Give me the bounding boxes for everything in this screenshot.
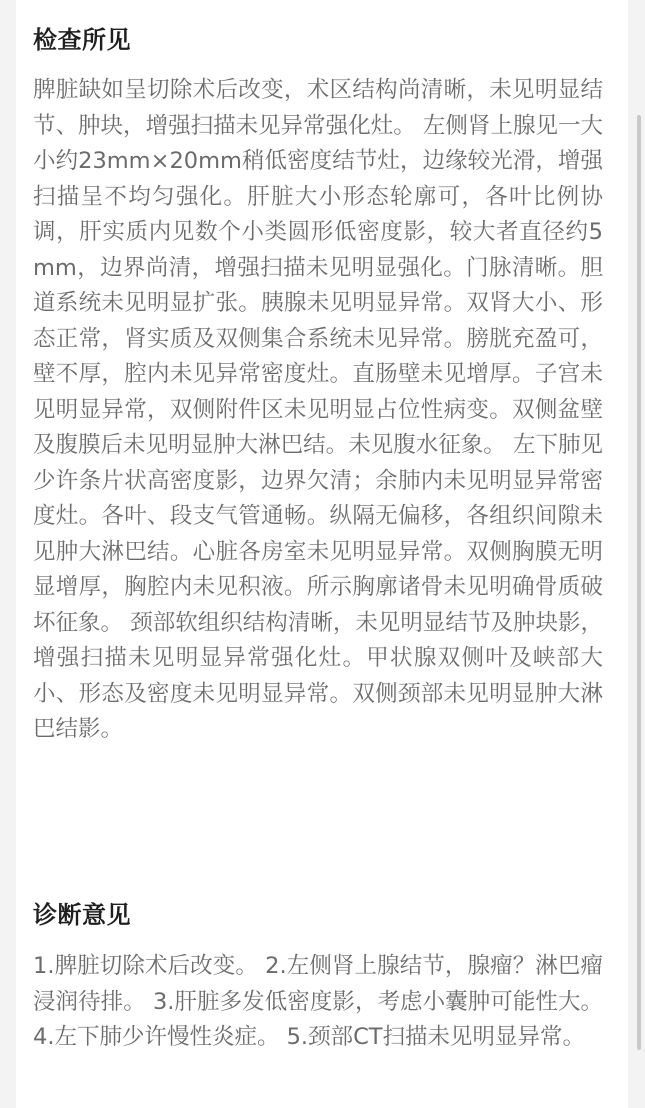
- scrollbar[interactable]: [637, 115, 641, 1050]
- findings-text: 脾脏缺如呈切除术后改变，术区结构尚清晰，未见明显结节、肿块，增强扫描未见异常强化灶。 左侧肾上腺见一大小约23mm×20mm稍低密度结节灶，边缘较光滑，增强扫描呈不均匀强化。肝脏大小形态轮廓可，各叶比例协调，肝实质内见数个小类圆形低密度影，较大者直径约5mm，边界尚清，增强扫描未见明显强化。门脉清晰。胆道系统未见明显扩张。胰腺未见明显异常。双肾大小、形态正常，肾实质及双侧集合系统未见异常。膀胱充盈可，壁不厚，腔内未见异常密度灶。直肠壁未见增厚。子宫未见明显异常，双侧附件区未见明显占位性病变。双侧盆壁及腹膜后未见明显肿大淋巴结。未见腹水征象。 左下肺见少许条片状高密度影，边界欠清；余肺内未见明显异常密度灶。各叶、段支气管通畅。纵隔无偏移，各组织间隙未见肿大淋巴结。心脏各房室未见明显异常。双侧胸膜无明显增厚，胸腔内未见积液。所示胸廓诸骨未见明确骨质破坏征象。 颈部软组织结构清晰，未见明显结节及肿块影，增强扫描未见明显异常强化灶。甲状腺双侧叶及峡部大小、形态及密度未见明显异常。双侧颈部未见明显肿大淋巴结影。: [33, 77, 603, 742]
- diagnosis-heading: 诊断意见: [33, 901, 131, 929]
- findings-heading: 检查所见: [33, 26, 131, 54]
- diagnosis-text: 1.脾脏切除术后改变。 2.左侧肾上腺结节，腺瘤？淋巴瘤浸润待排。 3.肝脏多发低密度影，考虑小囊肿可能性大。 4.左下肺少许慢性炎症。 5.颈部CT扫描未见明显异常。: [33, 953, 603, 1050]
- report-page: [16, 0, 628, 1108]
